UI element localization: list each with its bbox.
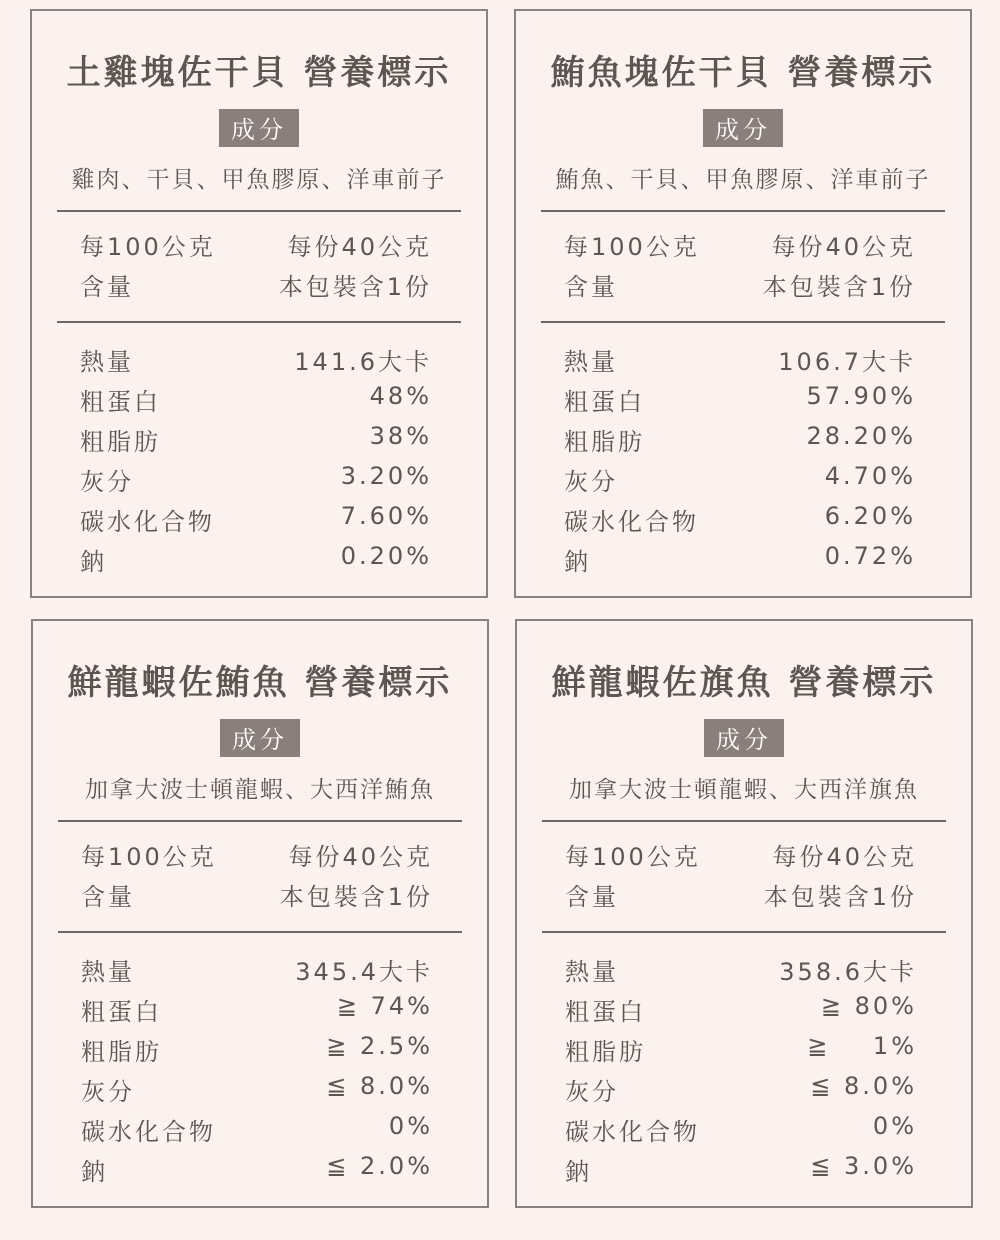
nutrient-name: 粗蛋白 bbox=[81, 998, 162, 1026]
nutrient-row bbox=[564, 462, 916, 498]
nutrient-value: 3.20% bbox=[340, 462, 432, 490]
servings-per-pack-label: 本包裝含1份 bbox=[763, 883, 917, 911]
nutrient-value: 38% bbox=[369, 422, 432, 450]
nutrient-value: ≧ 74% bbox=[336, 992, 433, 1020]
nutrient-name: 粗脂肪 bbox=[565, 1038, 646, 1066]
divider bbox=[541, 321, 945, 323]
nutrient-name: 粗脂肪 bbox=[564, 428, 645, 456]
nutrient-row bbox=[565, 1072, 917, 1108]
nutrient-row bbox=[81, 992, 433, 1028]
nutrient-name: 粗脂肪 bbox=[81, 1038, 162, 1066]
nutrient-value: 4.70% bbox=[824, 462, 916, 490]
ingredients-badge: 成分 bbox=[220, 719, 300, 757]
nutrient-row bbox=[81, 1072, 433, 1108]
nutrient-row bbox=[565, 1032, 917, 1068]
nutrient-value: 0.20% bbox=[340, 542, 432, 570]
content-label: 含量 bbox=[81, 883, 135, 911]
header-row bbox=[80, 267, 432, 303]
header-row bbox=[80, 227, 432, 263]
nutrient-value: 0.72% bbox=[824, 542, 916, 570]
ingredients-badge: 成分 bbox=[703, 109, 783, 147]
nutrient-value: ≦ 2.0% bbox=[326, 1152, 433, 1180]
per-100g-label: 每100公克 bbox=[81, 843, 217, 871]
nutrient-value: ≧ 2.5% bbox=[326, 1032, 433, 1060]
nutrient-value: 141.6大卡 bbox=[294, 348, 432, 376]
nutrient-name: 粗蛋白 bbox=[564, 388, 645, 416]
nutrient-name: 灰分 bbox=[565, 1078, 619, 1106]
per-serving-label: 每份40公克 bbox=[287, 233, 432, 261]
nutrient-name: 粗蛋白 bbox=[565, 998, 646, 1026]
nutrient-name: 碳水化合物 bbox=[565, 1118, 700, 1146]
per-serving-label: 每份40公克 bbox=[772, 843, 917, 871]
nutrient-row bbox=[80, 382, 432, 418]
nutrient-row bbox=[564, 342, 916, 378]
nutrient-name: 粗蛋白 bbox=[80, 388, 161, 416]
content-label: 含量 bbox=[565, 883, 619, 911]
card-title: 土雞塊佐干貝 營養標示 bbox=[66, 53, 452, 93]
header-row bbox=[81, 837, 433, 873]
nutrition-label-card bbox=[514, 9, 972, 598]
content-label: 含量 bbox=[564, 273, 618, 301]
per-100g-label: 每100公克 bbox=[80, 233, 216, 261]
nutrient-row bbox=[564, 502, 916, 538]
nutrient-value: ≧ 80% bbox=[820, 992, 917, 1020]
nutrient-row bbox=[565, 1112, 917, 1148]
card-title: 鮮龍蝦佐旗魚 營養標示 bbox=[551, 663, 937, 703]
divider bbox=[58, 820, 462, 822]
nutrient-row bbox=[565, 1152, 917, 1188]
ingredients-text: 鮪魚、干貝、甲魚膠原、洋車前子 bbox=[555, 167, 931, 193]
nutrient-row bbox=[80, 342, 432, 378]
nutrient-name: 鈉 bbox=[564, 548, 591, 576]
divider bbox=[542, 820, 946, 822]
nutrient-row bbox=[80, 422, 432, 458]
nutrition-label-card bbox=[31, 619, 489, 1208]
nutrient-value: 57.90% bbox=[806, 382, 916, 410]
content-label: 含量 bbox=[80, 273, 134, 301]
divider bbox=[541, 210, 945, 212]
nutrient-name: 灰分 bbox=[81, 1078, 135, 1106]
header-row bbox=[564, 227, 916, 263]
nutrition-label-card bbox=[30, 9, 488, 598]
nutrient-row bbox=[564, 382, 916, 418]
nutrient-value: ≧ 1% bbox=[807, 1032, 917, 1060]
nutrient-row bbox=[564, 542, 916, 578]
nutrient-name: 鈉 bbox=[81, 1158, 108, 1186]
nutrient-row bbox=[81, 1032, 433, 1068]
nutrient-value: 7.60% bbox=[340, 502, 432, 530]
nutrient-name: 熱量 bbox=[80, 348, 134, 376]
header-row bbox=[565, 837, 917, 873]
nutrient-value: 28.20% bbox=[806, 422, 916, 450]
ingredients-text: 雞肉、干貝、甲魚膠原、洋車前子 bbox=[71, 167, 447, 193]
servings-per-pack-label: 本包裝含1份 bbox=[279, 883, 433, 911]
nutrient-row bbox=[564, 422, 916, 458]
card-title: 鮪魚塊佐干貝 營養標示 bbox=[550, 53, 936, 93]
nutrient-name: 鈉 bbox=[565, 1158, 592, 1186]
nutrient-name: 灰分 bbox=[564, 468, 618, 496]
divider bbox=[57, 321, 461, 323]
header-row bbox=[565, 877, 917, 913]
per-100g-label: 每100公克 bbox=[564, 233, 700, 261]
divider bbox=[542, 931, 946, 933]
card-title: 鮮龍蝦佐鮪魚 營養標示 bbox=[67, 663, 453, 703]
nutrient-row bbox=[565, 952, 917, 988]
nutrient-row bbox=[565, 992, 917, 1028]
divider bbox=[57, 210, 461, 212]
nutrient-value: 0% bbox=[872, 1112, 917, 1140]
nutrient-value: 345.4大卡 bbox=[295, 958, 433, 986]
nutrient-value: 0% bbox=[388, 1112, 433, 1140]
nutrient-value: 6.20% bbox=[824, 502, 916, 530]
nutrient-name: 熱量 bbox=[564, 348, 618, 376]
servings-per-pack-label: 本包裝含1份 bbox=[278, 273, 432, 301]
nutrient-value: ≦ 8.0% bbox=[326, 1072, 433, 1100]
nutrient-name: 熱量 bbox=[81, 958, 135, 986]
nutrient-name: 碳水化合物 bbox=[81, 1118, 216, 1146]
ingredients-badge: 成分 bbox=[704, 719, 784, 757]
nutrient-value: 358.6大卡 bbox=[779, 958, 917, 986]
ingredients-badge: 成分 bbox=[219, 109, 299, 147]
nutrient-name: 碳水化合物 bbox=[80, 508, 215, 536]
ingredients-text: 加拿大波士頓龍蝦、大西洋旗魚 bbox=[569, 777, 919, 803]
nutrient-name: 粗脂肪 bbox=[80, 428, 161, 456]
divider bbox=[58, 931, 462, 933]
nutrient-value: ≦ 3.0% bbox=[810, 1152, 917, 1180]
nutrient-name: 熱量 bbox=[565, 958, 619, 986]
nutrient-row bbox=[80, 542, 432, 578]
header-row bbox=[564, 267, 916, 303]
nutrient-row bbox=[81, 1112, 433, 1148]
ingredients-text: 加拿大波士頓龍蝦、大西洋鮪魚 bbox=[85, 777, 435, 803]
nutrient-name: 碳水化合物 bbox=[564, 508, 699, 536]
servings-per-pack-label: 本包裝含1份 bbox=[762, 273, 916, 301]
nutrient-name: 灰分 bbox=[80, 468, 134, 496]
nutrient-name: 鈉 bbox=[80, 548, 107, 576]
nutrient-row bbox=[81, 952, 433, 988]
nutrient-value: 106.7大卡 bbox=[778, 348, 916, 376]
nutrient-row bbox=[81, 1152, 433, 1188]
per-serving-label: 每份40公克 bbox=[771, 233, 916, 261]
nutrition-label-card bbox=[515, 619, 973, 1208]
per-100g-label: 每100公克 bbox=[565, 843, 701, 871]
nutrient-row bbox=[80, 502, 432, 538]
header-row bbox=[81, 877, 433, 913]
nutrient-value: ≦ 8.0% bbox=[810, 1072, 917, 1100]
nutrient-value: 48% bbox=[369, 382, 432, 410]
per-serving-label: 每份40公克 bbox=[288, 843, 433, 871]
nutrient-row bbox=[80, 462, 432, 498]
